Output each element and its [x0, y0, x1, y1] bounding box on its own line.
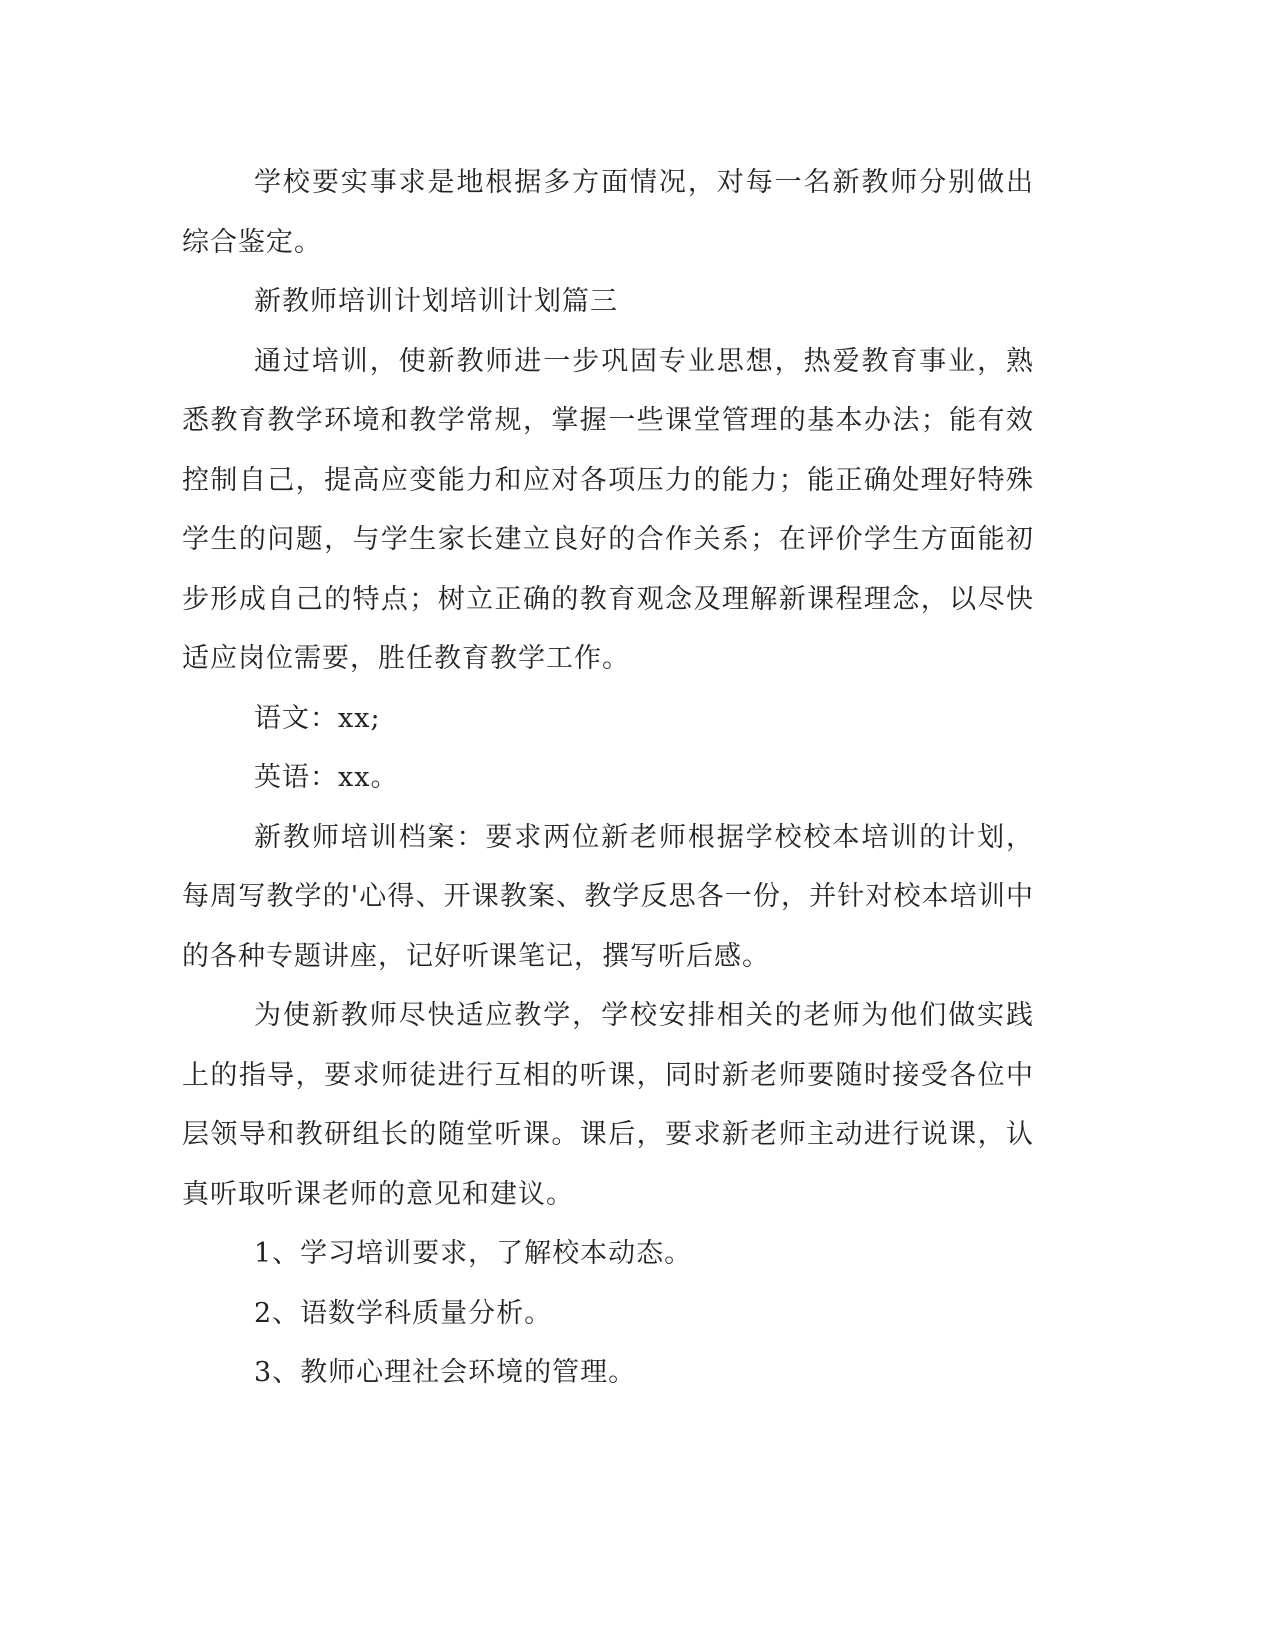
section-title: 新教师培训计划培训计划篇三: [254, 286, 618, 317]
paragraph-training-archive: 新教师培训档案：要求两位新老师根据学校校本培训的计划，每周写教学的'心得、开课教案、教学反思各一份，并针对校本培训中的各种专题讲座，记好听课笔记，撰写听后感。: [182, 821, 1034, 972]
list-item: 1、学习培训要求，了解校本动态。: [254, 1238, 693, 1269]
document-page: [182, 153, 1034, 1403]
paragraph-english-subject: 英语：xx。: [254, 762, 399, 793]
paragraph-chinese-subject: 语文：xx;: [254, 702, 381, 734]
paragraph-evaluation: 学校要实事求是地根据多方面情况，对每一名新教师分别做出综合鉴定。: [182, 167, 1034, 258]
list-item: 3、教师心理社会环境的管理。: [254, 1357, 637, 1388]
paragraph-mentoring: 为使新教师尽快适应教学，学校安排相关的老师为他们做实践上的指导，要求师徒进行互相的听课，同时新老师要随时接受各位中层领导和教研组长的随堂听课。课后，要求新老师主动进行说课，认真听取听课老师的意见和建议。: [182, 1000, 1034, 1210]
paragraph-training-goals: 通过培训，使新教师进一步巩固专业思想，热爱教育事业，熟悉教育教学环境和教学常规，掌握一些课堂管理的基本办法；能有效控制自己，提高应变能力和应对各项压力的能力；能正确处理好特殊学生的问题，与学生家长建立良好的合作关系；在评价学生方面能初步形成自己的特点；树立正确的教育观念及理解新课程理念，以尽快适应岗位需要，胜任教育教学工作。: [182, 345, 1034, 674]
list-item: 2、语数学科质量分析。: [254, 1297, 553, 1329]
